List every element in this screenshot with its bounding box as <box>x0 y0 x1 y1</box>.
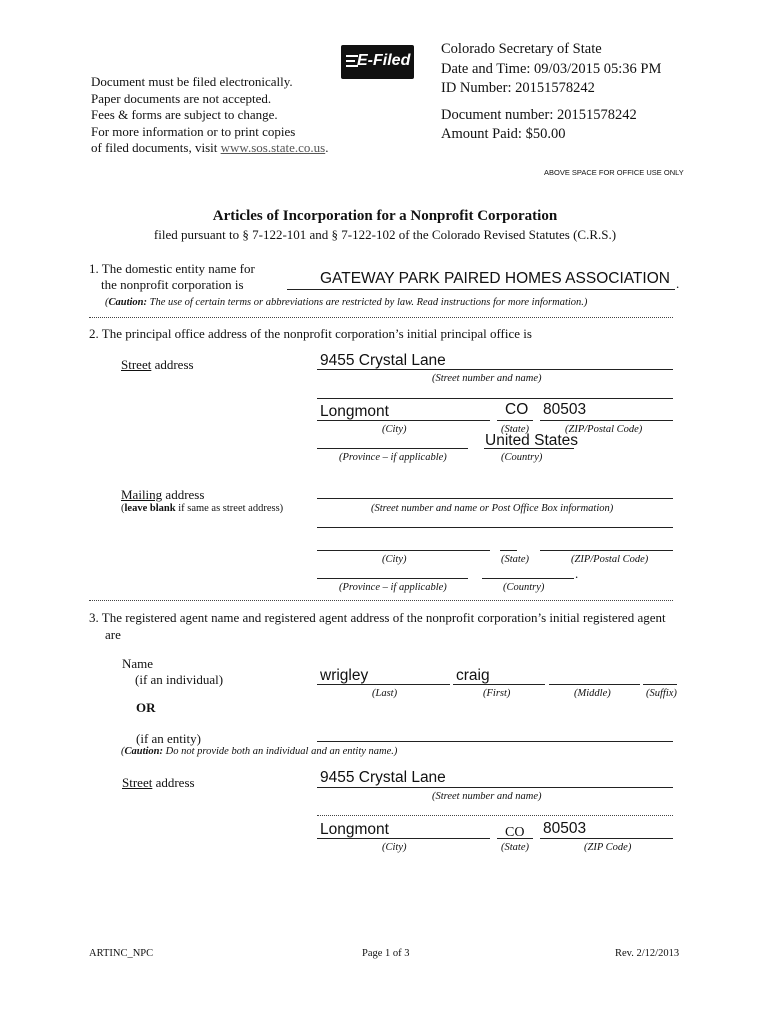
office-use-note: ABOVE SPACE FOR OFFICE USE ONLY <box>544 168 684 177</box>
principal-zip-field[interactable]: 80503 <box>543 401 587 418</box>
efiled-label: E-Filed <box>357 52 411 69</box>
suffix-caption: (Suffix) <box>646 688 677 699</box>
mailing-street-caption: (Street number and name or Post Office Box information) <box>371 503 614 514</box>
principal-state-field[interactable]: CO <box>505 401 529 418</box>
mailing-zip-caption: (ZIP/Postal Code) <box>571 554 649 565</box>
mailing-address-label: Mailing address <box>121 487 205 502</box>
entity-name-label: 1. The domestic entity name for the nonprofit corporation is <box>89 261 255 292</box>
mailing-country-underline[interactable] <box>482 578 574 579</box>
amount-paid: Amount Paid: $50.00 <box>441 126 566 142</box>
section-divider <box>89 317 673 318</box>
document-number: Document number: 20151578242 <box>441 106 637 123</box>
mailing-street-underline[interactable] <box>317 498 673 499</box>
office-name: Colorado Secretary of State <box>441 41 602 57</box>
street-caption: (Street number and name) <box>432 373 542 384</box>
mailing-state-caption: (State) <box>501 554 529 565</box>
mailing-period: . <box>575 566 579 581</box>
principal-street2-underline <box>317 398 673 399</box>
mailing-zip-underline[interactable] <box>540 550 673 551</box>
entity-name-period: . <box>676 276 680 291</box>
agent-city-field[interactable]: Longmont <box>320 821 389 838</box>
principal-city-underline <box>317 420 490 421</box>
notice-line: Fees & forms are subject to change. <box>91 107 278 122</box>
form-id: ARTINC_NPC <box>89 948 154 959</box>
document-title: Articles of Incorporation for a Nonprofit Corporation <box>212 208 558 224</box>
id-number: ID Number: 20151578242 <box>441 80 595 96</box>
leave-blank-note: (leave blank if same as street address) <box>121 503 284 514</box>
efiled-stamp <box>341 45 414 79</box>
notice-line: Paper documents are not accepted. <box>91 90 272 106</box>
first-caption: (First) <box>483 688 511 699</box>
principal-city-field[interactable]: Longmont <box>320 403 389 420</box>
agent-street-label: Street address <box>122 775 195 790</box>
entity-name-caution: (Caution: The use of certain terms or abbreviations are restricted by law. Read instructions for more information.) <box>105 297 588 308</box>
agent-state-underline <box>497 838 533 839</box>
middle-caption: (Middle) <box>574 688 611 699</box>
principal-office-label: 2. The principal office address of the nonprofit corporation’s initial principal office is <box>89 326 532 341</box>
mailing-province-caption: (Province – if applicable) <box>339 582 447 593</box>
province-caption: (Province – if applicable) <box>339 452 447 463</box>
agent-state-field[interactable]: CO <box>505 825 525 840</box>
agent-zip-caption: (ZIP Code) <box>584 842 632 853</box>
agent-individual-label: (if an individual) <box>135 672 224 687</box>
registered-agent-label: 3. The registered agent name and registered agent address of the nonprofit corporation’s initial registered agent are <box>89 610 666 642</box>
state-caption: (State) <box>501 424 529 435</box>
agent-caution: (Caution: Do not provide both an individual and an entity name.) <box>121 746 398 757</box>
sos-website-link[interactable]: www.sos.state.co.us <box>220 140 326 155</box>
filing-notice <box>91 74 328 157</box>
agent-street2-underline <box>317 815 673 816</box>
agent-suffix-underline[interactable] <box>643 684 677 685</box>
agent-last-underline <box>317 684 450 685</box>
country-caption: (Country) <box>501 452 543 463</box>
mailing-province-underline[interactable] <box>317 578 468 579</box>
agent-street-field[interactable]: 9455 Crystal Lane <box>320 769 446 786</box>
agent-city-underline <box>317 838 490 839</box>
agent-zip-field[interactable]: 80503 <box>543 820 587 837</box>
mailing-city-caption: (City) <box>382 554 407 565</box>
city-caption: (City) <box>382 424 407 435</box>
filing-datetime: Date and Time: 09/03/2015 05:36 PM <box>441 60 662 77</box>
page-number: Page 1 of 3 <box>362 948 410 959</box>
or-label: OR <box>136 700 156 715</box>
agent-first-underline <box>453 684 545 685</box>
agent-middle-underline[interactable] <box>549 684 640 685</box>
principal-province-underline <box>317 448 468 449</box>
agent-street-caption: (Street number and name) <box>432 791 542 802</box>
entity-name-underline <box>287 289 675 290</box>
section-divider <box>89 600 673 601</box>
agent-zip-underline <box>540 838 673 839</box>
principal-state-underline <box>497 420 533 421</box>
principal-street-field[interactable]: 9455 Crystal Lane <box>320 352 446 369</box>
agent-last-name-field[interactable]: wrigley <box>320 667 369 684</box>
document-subtitle: filed pursuant to § 7-122-101 and § 7-122-102 of the Colorado Revised Statutes (C.R.S.) <box>153 227 617 242</box>
notice-line: Document must be filed electronically. <box>91 74 293 89</box>
agent-entity-label: (if an entity) <box>136 731 201 746</box>
agent-first-name-field[interactable]: craig <box>456 667 490 684</box>
mailing-city-underline[interactable] <box>317 550 490 551</box>
agent-name-label: Name <box>122 656 154 671</box>
principal-country-field[interactable]: United States <box>485 432 579 449</box>
agent-entity-underline[interactable] <box>317 741 673 742</box>
revision-date: Rev. 2/12/2013 <box>615 948 680 959</box>
mailing-street2-underline[interactable] <box>317 527 673 528</box>
principal-country-underline <box>484 448 574 449</box>
notice-line: For more information or to print copies <box>91 123 296 139</box>
street-address-label: Street address <box>121 357 194 372</box>
last-caption: (Last) <box>372 688 398 699</box>
entity-name-field[interactable]: GATEWAY PARK PAIRED HOMES ASSOCIATION <box>320 270 670 287</box>
zip-caption: (ZIP/Postal Code) <box>565 424 643 435</box>
mailing-state-underline[interactable] <box>500 550 517 551</box>
agent-street-underline <box>317 787 673 788</box>
agent-state-caption: (State) <box>501 842 529 853</box>
notice-line: of filed documents, visit www.sos.state.co.us. <box>91 140 329 155</box>
filing-stamp-info <box>441 40 661 145</box>
mailing-country-caption: (Country) <box>503 582 545 593</box>
principal-street-underline <box>317 369 673 370</box>
principal-zip-underline <box>540 420 673 421</box>
agent-city-caption: (City) <box>382 842 407 853</box>
